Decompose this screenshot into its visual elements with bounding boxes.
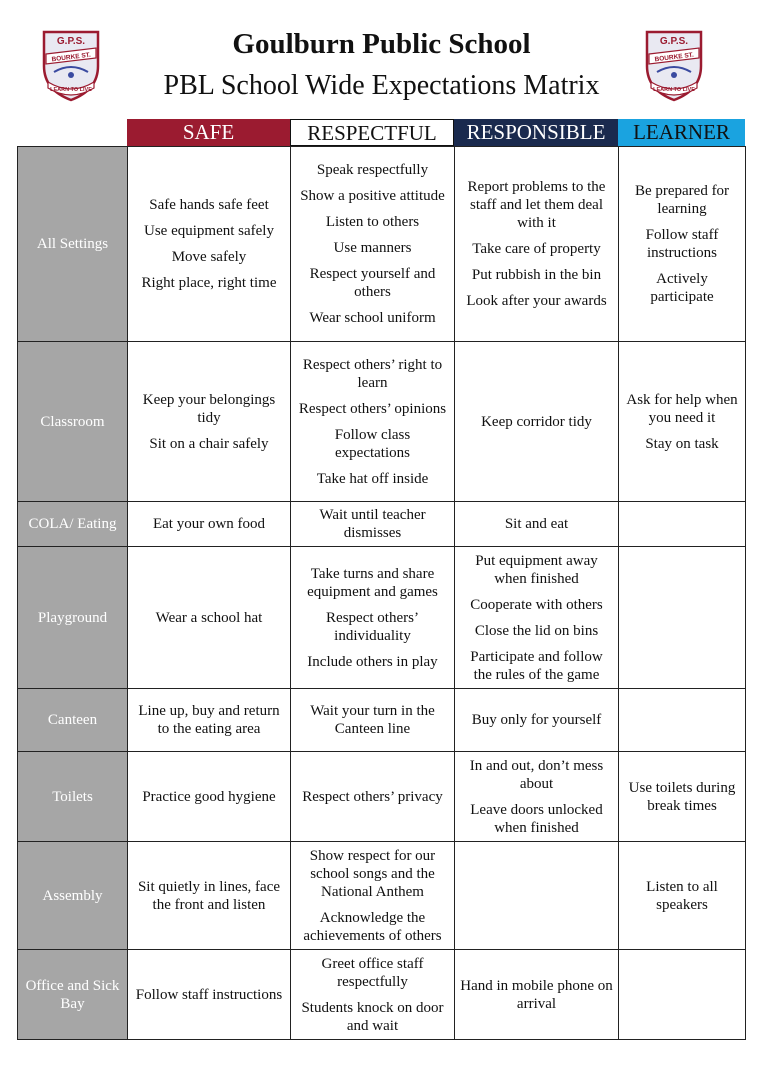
setting-label: Classroom	[18, 342, 128, 502]
expectation-item: Sit on a chair safely	[149, 435, 269, 452]
matrix-title: PBL School Wide Expectations Matrix	[163, 70, 600, 101]
expectation-item: Buy only for yourself	[471, 712, 602, 728]
cell-responsible	[455, 752, 619, 842]
cell-respectful	[291, 547, 455, 689]
expectation-item: Right place, right time	[141, 275, 277, 291]
expectation-item: Greet office staff respectfully	[321, 955, 424, 990]
expectation-item: In and out, don’t mess about	[469, 757, 604, 792]
expectation-item: Include others in play	[307, 653, 438, 670]
setting-label: COLA/ Eating	[18, 502, 128, 547]
cell-safe	[128, 950, 291, 1040]
matrix-row	[18, 689, 746, 752]
cell-safe	[128, 689, 291, 752]
cell-learner	[619, 752, 746, 842]
expectation-item: Show a positive attitude	[300, 188, 445, 204]
cell-safe	[128, 842, 291, 950]
crest-top-text: G.P.S.	[659, 36, 689, 47]
expectation-item: Respect others’ opinions	[298, 400, 447, 417]
matrix-row	[18, 547, 746, 689]
cell-learner	[619, 547, 746, 689]
expectation-item: Take care of property	[472, 241, 601, 257]
column-header-safe: SAFE	[127, 119, 290, 146]
expectation-item: Sit quietly in lines, face the front and listen	[137, 878, 281, 913]
matrix-row	[18, 147, 746, 342]
cell-safe	[128, 752, 291, 842]
expectation-item: Put rubbish in the bin	[471, 267, 602, 283]
expectation-item: Hand in mobile phone on arrival	[460, 977, 613, 1012]
crest-banner-text: BOURKE ST.	[654, 51, 695, 64]
setting-label: Canteen	[18, 689, 128, 752]
expectation-item: Take hat off inside	[316, 470, 429, 487]
cell-respectful	[291, 147, 455, 342]
expectation-item: Line up, buy and return to the eating area	[138, 703, 280, 737]
expectation-item: Leave doors unlocked when finished	[470, 801, 603, 836]
cell-respectful	[291, 342, 455, 502]
matrix-row	[18, 950, 746, 1040]
cell-safe	[128, 502, 291, 547]
column-header-learner: LEARNER	[618, 119, 745, 146]
expectation-item: Stay on task	[645, 435, 719, 452]
setting-label: All Settings	[18, 147, 128, 342]
expectation-item: Take turns and share equipment and games	[307, 565, 438, 600]
cell-safe	[128, 547, 291, 689]
expectation-item: Put equipment away when finished	[475, 552, 598, 587]
expectation-item: Actively participate	[650, 271, 714, 305]
expectation-item: Follow staff instructions	[135, 986, 283, 1003]
expectation-item: Listen to others	[325, 214, 420, 230]
cell-respectful	[291, 842, 455, 950]
crest-banner-text: BOURKE ST.	[51, 51, 92, 64]
setting-label: Assembly	[18, 842, 128, 950]
cell-responsible	[455, 547, 619, 689]
cell-learner	[619, 147, 746, 342]
expectation-item: Acknowledge the achievements of others	[303, 909, 442, 944]
matrix-row	[18, 342, 746, 502]
expectation-item: Move safely	[171, 249, 247, 265]
expectation-item: Look after your awards	[466, 293, 607, 309]
school-name: Goulburn Public School	[232, 28, 531, 60]
expectation-item: Eat your own food	[152, 516, 266, 532]
cell-responsible	[455, 950, 619, 1040]
setting-label: Playground	[18, 547, 128, 689]
crest-motto: LEARN TO LIVE	[50, 87, 92, 93]
expectation-item: Students knock on door and wait	[301, 999, 444, 1034]
expectation-item: Follow staff instructions	[645, 227, 719, 261]
cell-respectful	[291, 502, 455, 547]
expectation-item: Participate and follow the rules of the game	[470, 648, 603, 683]
cell-learner	[619, 842, 746, 950]
expectation-item: Practice good hygiene	[142, 788, 276, 805]
expectation-item: Use toilets during break times	[628, 779, 736, 814]
matrix-row	[18, 752, 746, 842]
crest-top-text: G.P.S.	[56, 36, 86, 47]
expectation-item: Follow class expectations	[334, 426, 411, 461]
expectation-item: Wear a school hat	[155, 609, 263, 626]
expectation-item: Use equipment safely	[144, 223, 274, 239]
cell-respectful	[291, 950, 455, 1040]
column-header-respectful: RESPECTFUL	[290, 119, 454, 146]
cell-responsible	[455, 842, 619, 950]
matrix-row	[18, 502, 746, 547]
setting-label: Toilets	[18, 752, 128, 842]
expectation-item: Wait your turn in the Canteen line	[310, 703, 435, 737]
cell-safe	[128, 342, 291, 502]
crest-motto: LEARN TO LIVE	[653, 87, 695, 93]
cell-responsible	[455, 147, 619, 342]
cell-responsible	[455, 689, 619, 752]
expectation-item: Respect others’ individuality	[326, 609, 419, 644]
expectation-item: Keep corridor tidy	[481, 413, 592, 430]
expectation-item: Wait until teacher dismisses	[319, 507, 426, 541]
matrix-body	[18, 147, 746, 1040]
expectation-item: Speak respectfully	[316, 162, 429, 178]
expectation-item: Respect yourself and others	[309, 266, 436, 300]
expectation-item: Sit and eat	[504, 516, 569, 532]
cell-responsible	[455, 502, 619, 547]
expectation-item: Keep your belongings tidy	[142, 391, 276, 426]
cell-learner	[619, 950, 746, 1040]
expectation-item: Safe hands safe feet	[149, 197, 269, 213]
cell-learner	[619, 689, 746, 752]
expectation-item: Listen to all speakers	[646, 878, 718, 913]
matrix-row	[18, 842, 746, 950]
expectation-item: Use manners	[333, 240, 412, 256]
cell-respectful	[291, 689, 455, 752]
expectations-matrix	[17, 146, 746, 1040]
expectation-item: Wear school uniform	[309, 310, 436, 326]
expectation-item: Report problems to the staff and let them deal with it	[467, 179, 606, 231]
setting-label: Office and Sick Bay	[18, 950, 128, 1040]
expectation-item: Be prepared for learning	[634, 183, 730, 217]
expectation-item: Respect others’ right to learn	[302, 356, 443, 391]
expectation-item: Close the lid on bins	[474, 622, 599, 639]
cell-learner	[619, 502, 746, 547]
expectation-item: Respect others’ privacy	[302, 788, 443, 805]
cell-responsible	[455, 342, 619, 502]
expectation-item: Show respect for our school songs and the National Anthem	[309, 847, 436, 900]
cell-safe	[128, 147, 291, 342]
column-header-responsible: RESPONSIBLE	[454, 119, 618, 146]
cell-respectful	[291, 752, 455, 842]
expectation-item: Cooperate with others	[470, 596, 603, 613]
cell-learner	[619, 342, 746, 502]
expectation-item: Ask for help when you need it	[626, 391, 738, 426]
